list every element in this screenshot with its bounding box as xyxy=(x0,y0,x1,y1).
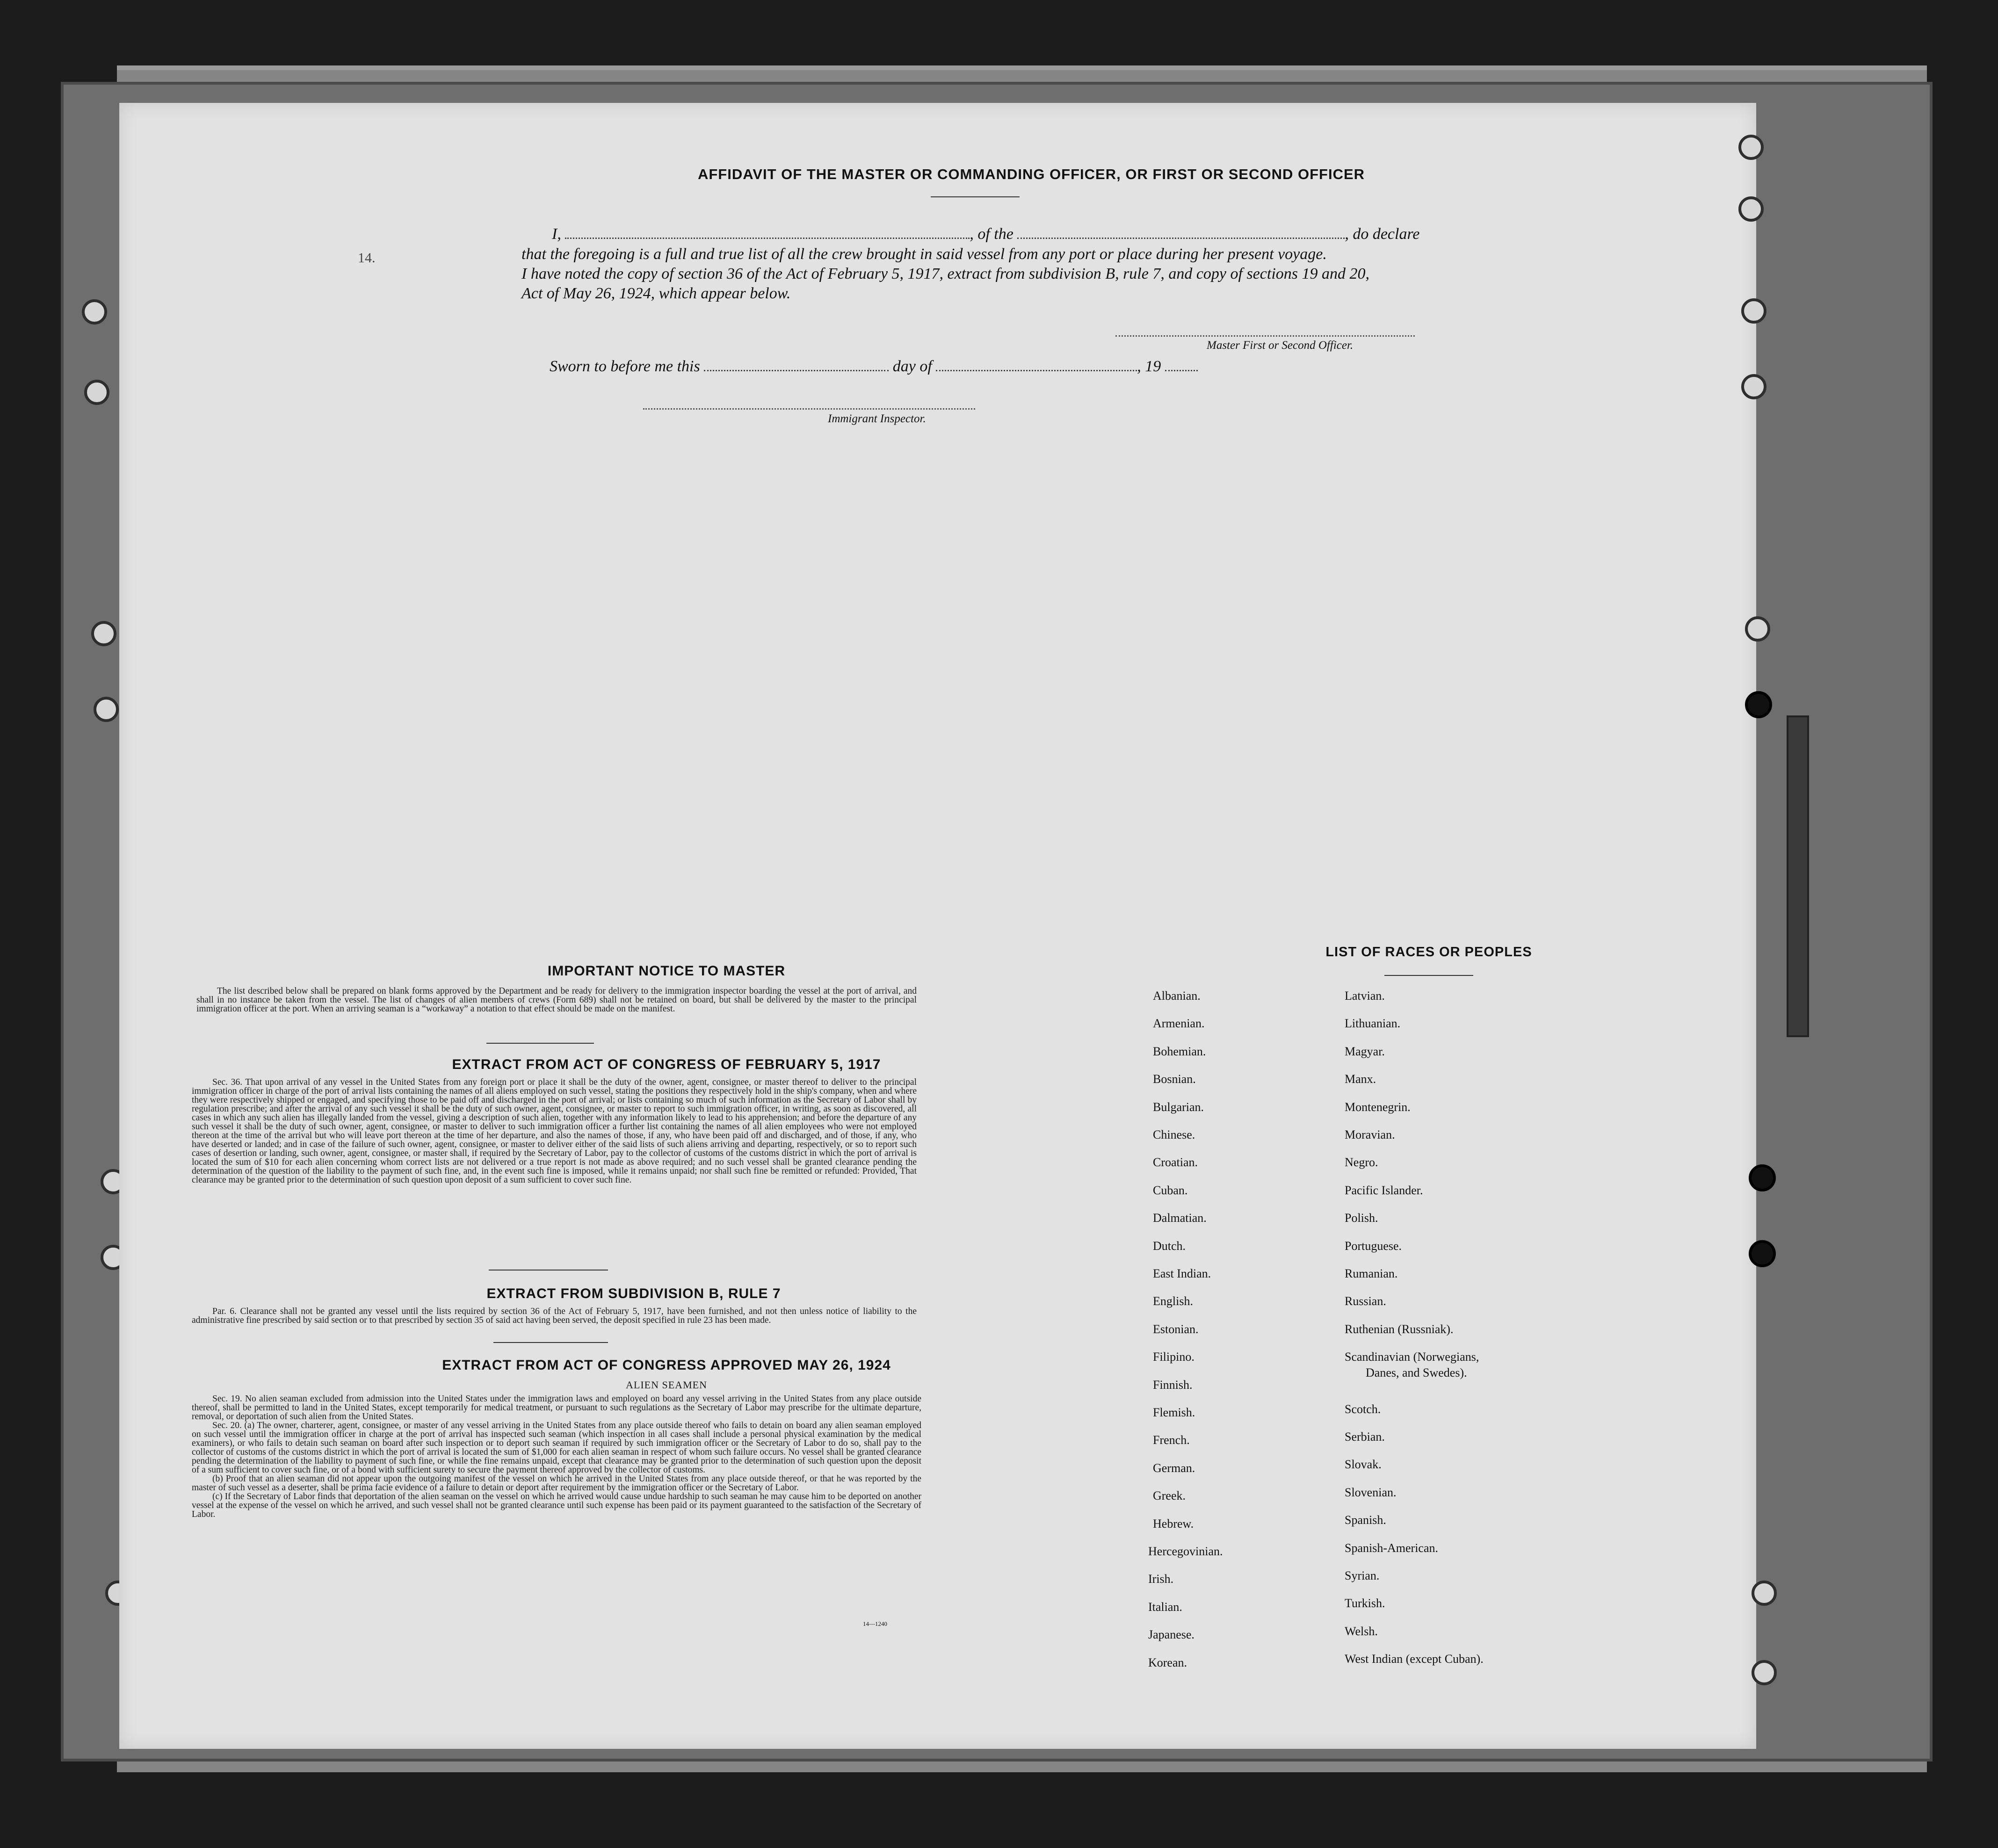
title-rule xyxy=(931,196,1020,197)
race-item: Greek. xyxy=(1153,1489,1186,1503)
race-item: Turkish. xyxy=(1345,1596,1385,1610)
subdivision-b-rule xyxy=(493,1342,608,1343)
race-item: West Indian (except Cuban). xyxy=(1345,1652,1484,1666)
race-item: Finnish. xyxy=(1153,1378,1193,1392)
sec-20b-paragraph: (b) Proof that an alien seaman did not appear upon the outgoing manifest of the vessel on which he arrived in the United States from any place outside thereof, or that he was reported by the master of such vessel as a deserter, shall be prima facie evidence of a failure to detain or deport after requirement by the immigration officer or the Secretary of Labor. xyxy=(192,1474,921,1493)
race-item: Scandinavian (Norwegians, xyxy=(1345,1350,1479,1364)
sworn-day-label: day of xyxy=(892,358,932,375)
subdivision-b-title: EXTRACT FROM SUBDIVISION B, RULE 7 xyxy=(486,1286,781,1301)
notice-title: IMPORTANT NOTICE TO MASTER xyxy=(547,963,786,979)
binder-hole xyxy=(91,621,116,646)
affidavit-line-2: that the foregoing is a full and true list of all the crew brought in said vessel from any port or place during her present voyage. xyxy=(521,245,1327,263)
race-item: Spanish. xyxy=(1345,1513,1386,1527)
race-item: Cuban. xyxy=(1153,1183,1188,1197)
race-item: Irish. xyxy=(1148,1572,1174,1586)
race-item: Portuguese. xyxy=(1345,1239,1402,1253)
sworn-month-field[interactable] xyxy=(936,360,1137,371)
race-item: Slovak. xyxy=(1345,1458,1382,1472)
notice-paragraph: The list described below shall be prepared on blank forms approved by the Department and be ready for delivery to the immigration inspector boarding the vessel at the port of arrival, and shall in no instance be taken from the vessel. The list of changes of alien members of crews (Form 689) shall not be retained on board, but shall be delivered by the master to the principal immigration officer at the port. When an arriving seaman is a “workaway” a notation to that effect should be made on the manifest. xyxy=(196,986,917,1014)
race-item: Magyar. xyxy=(1345,1044,1385,1058)
extract-1917-title: EXTRACT FROM ACT OF CONGRESS OF FEBRUARY 5, 1917 xyxy=(452,1057,881,1072)
punch-hole xyxy=(1741,298,1766,324)
sworn-day-field[interactable] xyxy=(704,360,889,371)
inspector-signature-label: Immigrant Inspector. xyxy=(828,412,926,425)
race-item: Albanian. xyxy=(1153,989,1201,1003)
punch-hole xyxy=(1752,1581,1777,1606)
race-item: Scotch. xyxy=(1345,1402,1381,1416)
declarant-prefix: I, xyxy=(552,225,561,243)
form-number: 14—1240 xyxy=(863,1620,887,1627)
race-item: Russian. xyxy=(1345,1294,1386,1308)
race-item: Korean. xyxy=(1148,1655,1187,1669)
affidavit-declaration-line xyxy=(552,225,1420,243)
affidavit-line-3: I have noted the copy of section 36 of the Act of February 5, 1917, extract from subdivision B, rule 7, and copy of sections 19 and 20, xyxy=(521,265,1370,282)
race-item: Danes, and Swedes). xyxy=(1366,1366,1467,1380)
sec-19-paragraph: Sec. 19. No alien seaman excluded from admission into the United States under the immigration laws and employed on board any vessel arriving in the United States from any place outside thereof, shall be permitted to land in the United States, except temporarily for medical treatment, or pursuant to such regulations as the Secretary of Labor may prescribe for the ultimate departure, removal, or deportation of such alien from the United States. xyxy=(192,1394,921,1422)
race-item: Rumanian. xyxy=(1345,1267,1398,1280)
race-item: East Indian. xyxy=(1153,1267,1211,1280)
binder-hole xyxy=(82,299,107,325)
sec-20c-paragraph: (c) If the Secretary of Labor finds that deportation of the alien seaman on the vessel on which he arrived would cause undue hardship to such seaman he may cause him to be deported on another vessel at the expense of the vessel on which he arrived, and such vessel shall not be granted clearance until such expense has been paid or its payment guaranteed to the satisfaction of the Secretary of Labor. xyxy=(192,1492,921,1519)
race-item: Bohemian. xyxy=(1153,1044,1206,1058)
punch-hole xyxy=(1752,1660,1777,1685)
of-the-label: , of the xyxy=(970,225,1013,243)
race-item: Negro. xyxy=(1345,1155,1378,1169)
race-item: Armenian. xyxy=(1153,1017,1205,1031)
extract-1924-title: EXTRACT FROM ACT OF CONGRESS APPROVED MAY 26, 1924 xyxy=(442,1357,891,1373)
race-item: Dalmatian. xyxy=(1153,1211,1207,1225)
binder-stub xyxy=(1787,715,1809,1037)
punch-hole xyxy=(1738,135,1764,160)
alien-seamen-subtitle: ALIEN SEAMEN xyxy=(626,1379,707,1391)
race-item: German. xyxy=(1153,1461,1195,1475)
punch-hole xyxy=(1749,1240,1776,1267)
races-title-rule xyxy=(1384,975,1473,976)
handwritten-mark: 14. xyxy=(358,250,376,266)
race-item: Latvian. xyxy=(1345,989,1385,1003)
extract-1924-text xyxy=(192,1394,921,1519)
punch-hole xyxy=(1741,374,1766,399)
race-item: Bosnian. xyxy=(1153,1072,1196,1086)
race-item: Chinese. xyxy=(1153,1128,1195,1141)
race-item: Hebrew. xyxy=(1153,1516,1194,1530)
race-item: Estonian. xyxy=(1153,1322,1199,1336)
binder-hole xyxy=(94,697,119,722)
race-item: Slovenian. xyxy=(1345,1485,1397,1499)
race-item: Spanish-American. xyxy=(1345,1541,1439,1555)
subdivision-b-text xyxy=(192,1307,917,1325)
manifest-page xyxy=(119,103,1756,1749)
affidavit-line-4: Act of May 26, 1924, which appear below. xyxy=(521,285,791,302)
race-item: Filipino. xyxy=(1153,1350,1194,1364)
master-signature-label: Master First or Second Officer. xyxy=(1207,339,1354,352)
sworn-year-label: , 19 xyxy=(1137,358,1161,375)
race-item: Flemish. xyxy=(1153,1406,1195,1419)
vessel-name-field[interactable] xyxy=(1017,227,1345,239)
par-6-paragraph: Par. 6. Clearance shall not be granted any vessel until the lists required by section 36 of the Act of February 5, 1917, have been furnished, and not then unless notice of liability to the administrative fine prescribed by said section or to that prescribed by section 35 of said act having been served, the deposit specified in rule 23 has been made. xyxy=(192,1307,917,1325)
race-item: Ruthenian (Russniak). xyxy=(1345,1322,1454,1336)
race-item: Welsh. xyxy=(1345,1624,1378,1638)
punch-hole xyxy=(1745,691,1772,718)
race-item: Moravian. xyxy=(1345,1128,1395,1141)
race-item: French. xyxy=(1153,1433,1190,1447)
notice-rule xyxy=(486,1043,594,1044)
race-item: Polish. xyxy=(1345,1211,1378,1225)
sworn-line xyxy=(550,358,1198,375)
race-item: Hercegovinian. xyxy=(1148,1545,1223,1558)
race-item: Serbian. xyxy=(1345,1430,1385,1444)
races-title: LIST OF RACES OR PEOPLES xyxy=(1325,945,1532,960)
race-item: Japanese. xyxy=(1148,1628,1194,1642)
race-item: Croatian. xyxy=(1153,1155,1198,1169)
extract-1917-text xyxy=(192,1078,917,1184)
race-item: Montenegrin. xyxy=(1345,1100,1411,1114)
sworn-year-field[interactable] xyxy=(1165,360,1198,371)
sec-36-paragraph: Sec. 36. That upon arrival of any vessel in the United States from any foreign port or place it shall be the duty of the owner, agent, consignee, or master thereof to deliver to the principal immigration officer in charge of the port of arrival lists containing the names of all aliens employed on such vessel, stating the positions they respectively hold in the ship's company, when and where they were respectively shipped or engaged, and specifying those to be paid off and discharged in the port of arrival; or lists containing so much of such information as the Secretary of Labor shall by regulation prescribe; and after the arrival of any such vessel it shall be the duty of such owner, agent, consignee, or master to report to such immigration officer, in writing, as soon as discovered, all cases in which any such alien has illegally landed from the vessel, giving a description of such alien, together with any information likely to lead to his apprehension; and before the departure of any such vessel it shall be the duty of such owner, agent, consignee, or master to deliver to such immigration officer a further list containing the names of all alien employees who were not employed thereon at the time of the arrival but who will leave port thereon at the time of her departure, and also the names of those, if any, who have been paid off and discharged, and of those, if any, who have deserted or landed; and in case of the failure of such owner, agent, consignee, or master to deliver either of the said lists of such aliens arriving and departing, respectively, or so to report such cases of desertion or landing, such owner, agent, consignee, or master shall, if required by the Secretary of Labor, pay to the collector of customs of the customs district in which the port of arrival is located the sum of $10 for each alien concerning whom correct lists are not delivered or a true report is not made as above required; and no such vessel shall be granted clearance pending the determination of the question of the liability to the payment of such fine, and, in the event such fine is imposed, while it remains unpaid; nor shall such fine be remitted or refunded: Provided, That clearance may be granted prior to the determination of such question upon deposit of a sum sufficient to cover such fine. xyxy=(192,1077,917,1185)
punch-hole xyxy=(1738,196,1764,222)
do-declare-label: , do declare xyxy=(1345,225,1420,243)
sworn-prefix: Sworn to before me this xyxy=(550,358,700,375)
race-item: Syrian. xyxy=(1345,1569,1380,1582)
inspector-signature-line[interactable] xyxy=(643,408,975,410)
declarant-name-field[interactable] xyxy=(565,227,970,239)
punch-hole xyxy=(1745,616,1770,642)
race-item: Italian. xyxy=(1148,1600,1182,1614)
sec-20a-paragraph: Sec. 20. (a) The owner, charterer, agent, consignee, or master of any vessel arriving in the United States from any place outside thereof who fails to detain on board any alien seaman employed on such vessel until the immigration officer in charge at the port of arrival has inspected such seaman (which inspection in all cases shall include a personal physical examination by the medical examiners), or who fails to detain such seaman on board after such inspection or to deport such seaman if required by such immigration officer or the Secretary of Labor to do so, shall pay to the collector of customs of the customs district in which the port of arrival is located the sum of $1,000 for each alien seaman in respect of whom such failure occurs. No vessel shall be granted clearance pending the determination of the liability to payment of such fine, or while the fine remains unpaid, except that clearance may be granted prior to the determination of such question upon the deposit of a sum sufficient to cover such fine, or of a bond with sufficient surety to secure the payment thereof approved by the collector of customs. xyxy=(192,1421,921,1475)
race-item: Lithuanian. xyxy=(1345,1017,1401,1031)
race-item: Bulgarian. xyxy=(1153,1100,1204,1114)
master-signature-line[interactable] xyxy=(1115,335,1415,337)
notice-text xyxy=(196,987,917,1013)
race-item: Pacific Islander. xyxy=(1345,1183,1423,1197)
punch-hole xyxy=(1749,1164,1776,1191)
binder-hole xyxy=(84,380,109,405)
race-item: Manx. xyxy=(1345,1072,1376,1086)
affidavit-title: AFFIDAVIT OF THE MASTER OR COMMANDING OFFICER, OR FIRST OR SECOND OFFICER xyxy=(697,166,1365,182)
race-item: English. xyxy=(1153,1294,1193,1308)
race-item: Dutch. xyxy=(1153,1239,1186,1253)
